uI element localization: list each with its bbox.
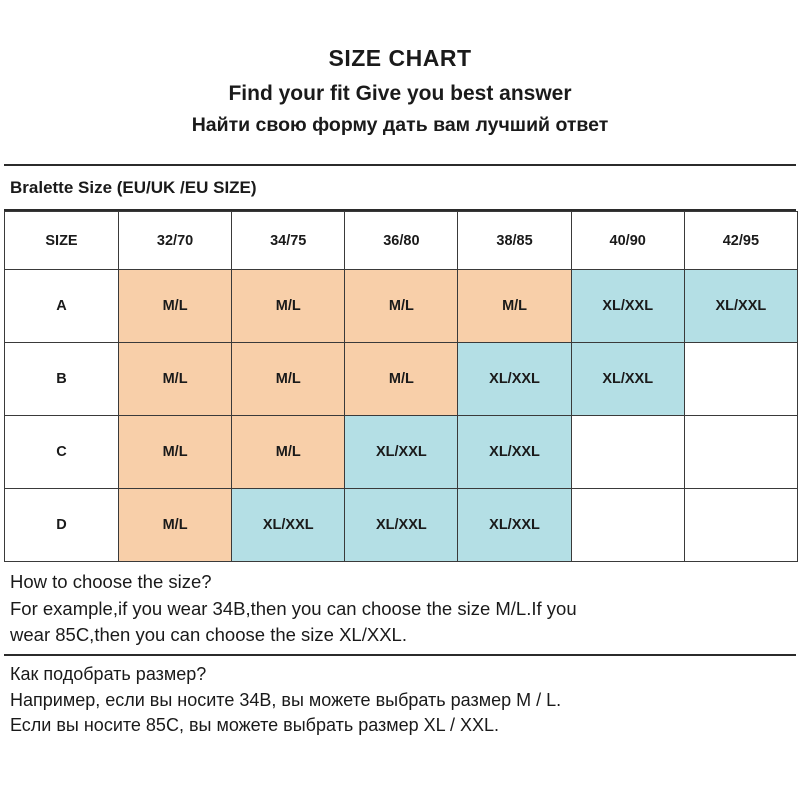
size-cell: XL/XXL bbox=[458, 489, 571, 562]
note-line: Например, если вы носите 34B, вы можете выбрать размер M / L. bbox=[10, 689, 562, 710]
size-cell: XL/XXL bbox=[345, 416, 458, 489]
table-header-row bbox=[5, 212, 798, 270]
note-line: How to choose the size? bbox=[10, 571, 212, 593]
size-cell: M/L bbox=[119, 270, 232, 343]
table-row bbox=[5, 270, 798, 343]
note-line: For example,if you wear 34B,then you can choose the size M/L.If you bbox=[10, 597, 577, 619]
column-header-cell: 42/95 bbox=[684, 212, 797, 270]
note-line: Если вы носите 85C, вы можете выбрать размер XL / XXL. bbox=[10, 715, 500, 736]
size-cell: M/L bbox=[119, 489, 232, 562]
size-cell-empty bbox=[571, 489, 684, 562]
size-cell: M/L bbox=[119, 416, 232, 489]
size-cell: M/L bbox=[458, 270, 571, 343]
row-label-cell: C bbox=[5, 416, 119, 489]
column-header-cell: 34/75 bbox=[232, 212, 345, 270]
size-cell: XL/XXL bbox=[232, 489, 345, 562]
corner-header-cell: SIZE bbox=[5, 212, 119, 270]
size-cell: M/L bbox=[345, 270, 458, 343]
column-header-cell: 36/80 bbox=[345, 212, 458, 270]
page-header bbox=[4, 0, 796, 139]
size-chart-table bbox=[4, 211, 798, 562]
size-cell: XL/XXL bbox=[571, 270, 684, 343]
column-header-cell: 32/70 bbox=[119, 212, 232, 270]
row-label-cell: D bbox=[5, 489, 119, 562]
subtitle-russian: Найти свою форму дать вам лучший ответ bbox=[191, 114, 609, 137]
size-cell: XL/XXL bbox=[458, 343, 571, 416]
size-cell-empty bbox=[684, 416, 797, 489]
size-cell: XL/XXL bbox=[345, 489, 458, 562]
size-cell: M/L bbox=[232, 343, 345, 416]
column-header-cell: 38/85 bbox=[458, 212, 571, 270]
notes-english bbox=[4, 562, 796, 654]
row-label-cell: B bbox=[5, 343, 119, 416]
size-cell-empty bbox=[684, 343, 797, 416]
size-cell: XL/XXL bbox=[571, 343, 684, 416]
size-cell: M/L bbox=[232, 270, 345, 343]
size-cell: M/L bbox=[232, 416, 345, 489]
page-title: SIZE CHART bbox=[328, 45, 472, 71]
table-row bbox=[5, 489, 798, 562]
size-chart-body bbox=[5, 212, 798, 562]
column-header-cell: 40/90 bbox=[571, 212, 684, 270]
note-line: wear 85C,then you can choose the size XL/XXL. bbox=[10, 623, 407, 645]
note-line: Как подобрать размер? bbox=[10, 664, 207, 685]
table-row bbox=[5, 343, 798, 416]
size-cell: XL/XXL bbox=[684, 270, 797, 343]
size-cell-empty bbox=[684, 489, 797, 562]
section-label: Bralette Size (EU/UK /EU SIZE) bbox=[10, 178, 257, 198]
size-cell-empty bbox=[571, 416, 684, 489]
subtitle-english: Find your fit Give you best answer bbox=[228, 81, 572, 105]
row-label-cell: A bbox=[5, 270, 119, 343]
notes-russian bbox=[4, 656, 796, 739]
table-row bbox=[5, 416, 798, 489]
size-cell: M/L bbox=[119, 343, 232, 416]
size-cell: XL/XXL bbox=[458, 416, 571, 489]
size-cell: M/L bbox=[345, 343, 458, 416]
